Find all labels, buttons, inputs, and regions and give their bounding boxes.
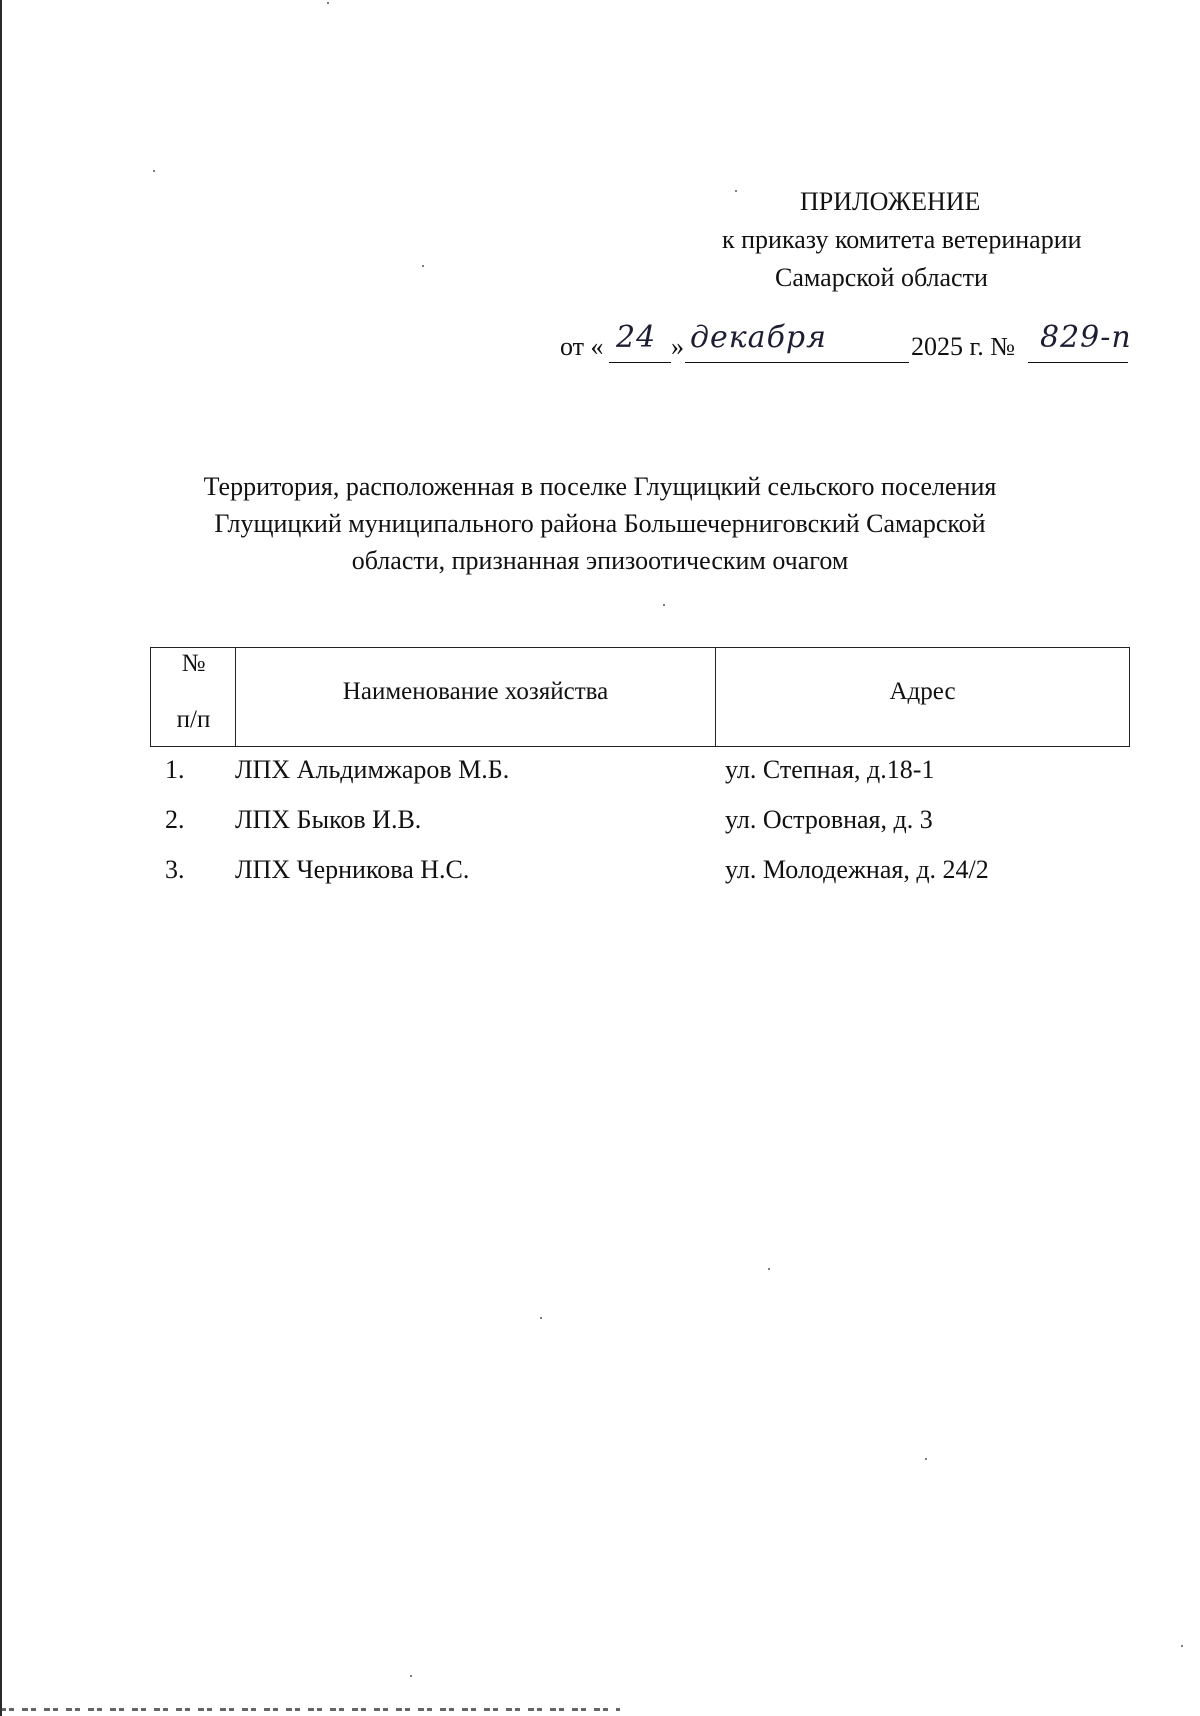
row-number: 3. (165, 855, 185, 884)
scan-speck (735, 190, 737, 192)
scan-speck (410, 1675, 412, 1677)
scan-speck (1181, 1645, 1183, 1647)
row-address: ул. Степная, д.18-1 (725, 755, 935, 784)
title-line-2: Глущицкий муниципального района Большечерниговский Самарской (214, 509, 986, 538)
scan-speck (327, 2, 329, 4)
table-row (150, 797, 1130, 847)
handwritten-day: 24 (616, 320, 657, 355)
row-number: 2. (165, 805, 185, 834)
row-farm-name: ЛПХ Альдимжаров М.Б. (235, 755, 510, 784)
table-row (150, 747, 1130, 797)
year-and-number-label: 2025 г. № (911, 332, 1016, 361)
appendix-order-reference: к приказу комитета ветеринарии (722, 225, 1082, 254)
header-number-pp: п/п (176, 706, 211, 733)
title-line-1: Территория, расположенная в поселке Глущицкий сельского поселения (203, 472, 997, 501)
appendix-title: ПРИЛОЖЕНИЕ (800, 187, 981, 216)
handwritten-month: декабря (690, 320, 827, 355)
row-address: ул. Островная, д. 3 (725, 805, 933, 834)
row-farm-name: ЛПХ Быков И.В. (235, 805, 422, 834)
date-quote-close: » (671, 332, 684, 361)
table-header (150, 647, 1130, 747)
row-number: 1. (165, 755, 185, 784)
day-underline (609, 362, 671, 363)
scan-edge-left (0, 0, 2, 1716)
order-date-line (560, 320, 1180, 370)
header-address-label: Адрес (889, 678, 956, 705)
date-prefix: от « (560, 332, 604, 361)
row-address: ул. Молодежная, д. 24/2 (725, 855, 989, 884)
month-underline (685, 362, 909, 363)
handwritten-order-number: 829-п (1040, 320, 1132, 355)
scan-speck (663, 604, 665, 606)
header-number-sign: № (181, 650, 206, 677)
farms-table (150, 647, 1130, 897)
scan-speck (925, 1458, 927, 1460)
number-underline (1028, 362, 1128, 363)
header-number-cell (150, 647, 235, 747)
scan-edge-bottom (0, 1708, 620, 1711)
appendix-region: Самарской области (775, 263, 988, 292)
document-title (150, 468, 1050, 579)
scan-speck (540, 1317, 542, 1319)
title-line-3: области, признанная эпизоотическим очагом (351, 546, 849, 575)
scan-speck (422, 265, 424, 267)
header-name-label: Наименование хозяйства (342, 678, 609, 705)
table-row (150, 847, 1130, 897)
scan-speck (768, 1268, 770, 1270)
header-name-cell (235, 647, 715, 747)
scan-speck (153, 170, 155, 172)
header-address-cell (715, 647, 1130, 747)
row-farm-name: ЛПХ Черникова Н.С. (235, 855, 470, 884)
